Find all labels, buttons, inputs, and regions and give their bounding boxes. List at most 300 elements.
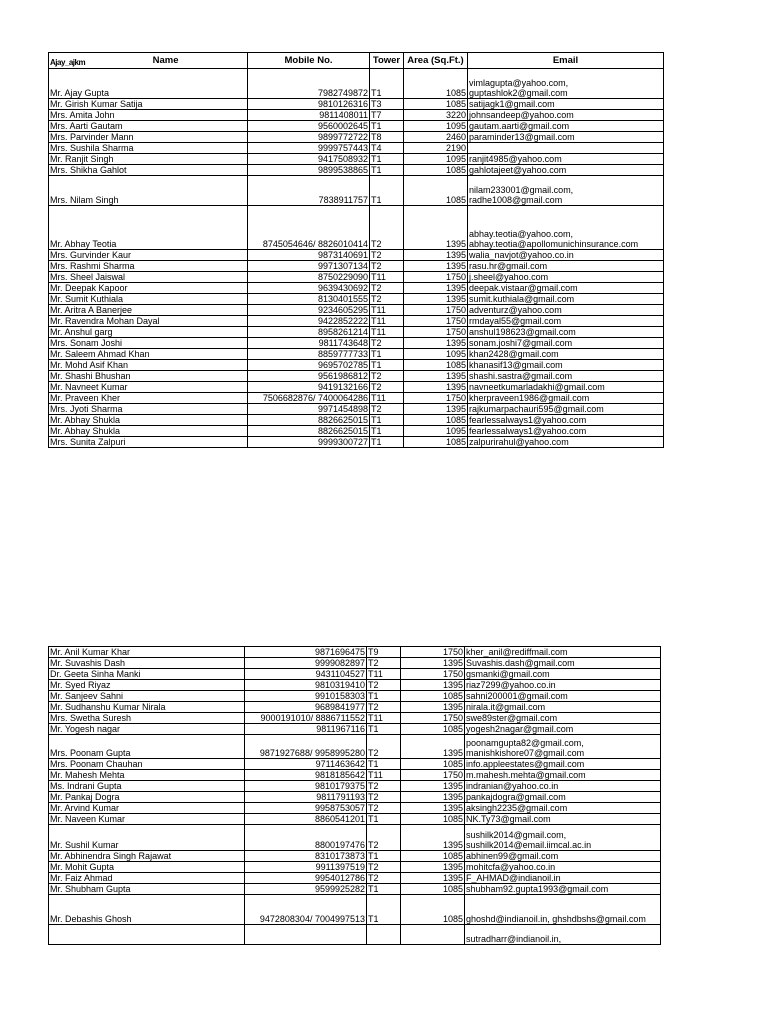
table-row — [49, 250, 664, 261]
cell-area: 1750 — [404, 393, 468, 404]
residents-table-2 — [48, 646, 661, 945]
table-row — [49, 121, 664, 132]
cell-mobile: 9899772722 — [248, 132, 370, 143]
cell-name: Mr. Mohit Gupta — [49, 862, 245, 873]
cell-tower: T2 — [367, 803, 401, 814]
cell-email: poonamgupta82@gmail.com, manishkishore07@gmail.com — [465, 735, 661, 759]
cell-area: 1395 — [401, 702, 465, 713]
residents-table-1 — [48, 52, 664, 448]
cell-tower: T8 — [370, 132, 404, 143]
table-row — [49, 873, 661, 884]
cell-mobile: 9711463642 — [245, 759, 367, 770]
cell-mobile: 8860541201 — [245, 814, 367, 825]
cell-name: Mr. Sushil Kumar — [49, 825, 245, 851]
cell-email: gahlotajeet@yahoo.com — [468, 165, 664, 176]
cell-name: Mr. Abhay Shukla — [49, 415, 248, 426]
cell-name: Mrs. Sushila Sharma — [49, 143, 248, 154]
cell-tower: T2 — [370, 338, 404, 349]
cell-area: 2190 — [404, 143, 468, 154]
column-header-mobile: Mobile No. — [248, 53, 370, 69]
table-row — [49, 415, 664, 426]
cell-mobile: 9999300727 — [248, 437, 370, 448]
cell-mobile: 9695702785 — [248, 360, 370, 371]
cell-email: gsmanki@gmail.com — [465, 669, 661, 680]
table-row — [49, 781, 661, 792]
table-row — [49, 792, 661, 803]
cell-mobile: 9911397519 — [245, 862, 367, 873]
cell-area: 1085 — [404, 176, 468, 206]
cell-email: gautam.aarti@gmail.com — [468, 121, 664, 132]
cell-name: Mr. Ajay Gupta — [49, 69, 248, 99]
cell-tower: T1 — [370, 437, 404, 448]
table-row — [49, 851, 661, 862]
cell-email: F_AHMAD@indianoil.in — [465, 873, 661, 884]
cell-area: 1085 — [401, 851, 465, 862]
cell-email: navneetkumarladakhi@gmail.com — [468, 382, 664, 393]
cell-tower: T11 — [370, 272, 404, 283]
cell-name: Mrs. Sonam Joshi — [49, 338, 248, 349]
cell-area: 1095 — [404, 121, 468, 132]
cell-area: 1395 — [404, 338, 468, 349]
cell-email: yogesh2nagar@gmail.com — [465, 724, 661, 735]
cell-name: Mr. Yogesh nagar — [49, 724, 245, 735]
cell-email: Suvashis.dash@gmail.com — [465, 658, 661, 669]
cell-name: Mr. Arvind Kumar — [49, 803, 245, 814]
cell-email: shashi.sastra@gmail.com — [468, 371, 664, 382]
table-row — [49, 382, 664, 393]
cell-name: Mr. Saleem Ahmad Khan — [49, 349, 248, 360]
cell-email: fearlessalways1@yahoo.com — [468, 415, 664, 426]
cell-email: johnsandeep@yahoo.com — [468, 110, 664, 121]
cell-name: Mrs. Nilam Singh — [49, 176, 248, 206]
table-row — [49, 316, 664, 327]
cell-email: NK.Ty73@gmail.com — [465, 814, 661, 825]
cell-email: deepak.vistaar@gmail.com — [468, 283, 664, 294]
cell-mobile: 9810179375 — [245, 781, 367, 792]
table-row — [49, 206, 664, 250]
cell-area: 1750 — [401, 713, 465, 724]
cell-tower: T1 — [370, 69, 404, 99]
cell-area: 1395 — [401, 792, 465, 803]
table-row — [49, 261, 664, 272]
table-row — [49, 825, 661, 851]
cell-mobile: 8859777733 — [248, 349, 370, 360]
cell-email: anshul198623@gmail.com — [468, 327, 664, 338]
cell-tower: T1 — [367, 814, 401, 825]
table-row — [49, 884, 661, 895]
cell-tower — [367, 925, 401, 945]
table-body-2 — [49, 647, 661, 945]
cell-name: Dr. Geeta Sinha Manki — [49, 669, 245, 680]
cell-area: 1085 — [404, 360, 468, 371]
cell-area: 1750 — [401, 669, 465, 680]
cell-area: 1395 — [401, 825, 465, 851]
cell-tower: T2 — [370, 404, 404, 415]
cell-email: nilam233001@gmail.com, radhe1008@gmail.com — [468, 176, 664, 206]
cell-name: Mrs. Shikha Gahlot — [49, 165, 248, 176]
cell-area: 1085 — [404, 99, 468, 110]
cell-name: Mrs. Poonam Gupta — [49, 735, 245, 759]
table-row — [49, 371, 664, 382]
table-row — [49, 862, 661, 873]
cell-name: Mr. Deepak Kapoor — [49, 283, 248, 294]
cell-name: Mr. Ranjit Singh — [49, 154, 248, 165]
cell-area: 1750 — [401, 647, 465, 658]
cell-tower: T11 — [370, 316, 404, 327]
table-row — [49, 437, 664, 448]
cell-area: 1095 — [404, 426, 468, 437]
table-row — [49, 669, 661, 680]
cell-mobile: 9871696475 — [245, 647, 367, 658]
cell-email: sushilk2014@gmail.com, sushilk2014@email.iimcal.ac.in — [465, 825, 661, 851]
cell-email: nirala.it@gmail.com — [465, 702, 661, 713]
cell-tower: T2 — [367, 825, 401, 851]
cell-mobile: 9899538865 — [248, 165, 370, 176]
cell-tower: T1 — [367, 851, 401, 862]
cell-name: Mr. Sumit Kuthiala — [49, 294, 248, 305]
cell-area: 1395 — [401, 680, 465, 691]
cell-mobile: 8958261214 — [248, 327, 370, 338]
table-header-row — [49, 53, 664, 69]
cell-tower: T2 — [370, 283, 404, 294]
table-row — [49, 770, 661, 781]
table-row — [49, 393, 664, 404]
table-row — [49, 759, 661, 770]
table-row — [49, 305, 664, 316]
cell-area: 1085 — [404, 69, 468, 99]
table-row — [49, 294, 664, 305]
cell-area: 1395 — [401, 658, 465, 669]
table-row — [49, 349, 664, 360]
column-header-email: Email — [468, 53, 664, 69]
cell-email: abhinen99@gmail.com — [465, 851, 661, 862]
cell-area: 1395 — [404, 250, 468, 261]
cell-area: 1750 — [404, 305, 468, 316]
cell-email: aksingh2235@gmail.com — [465, 803, 661, 814]
table-row — [49, 327, 664, 338]
table-row — [49, 360, 664, 371]
cell-tower: T11 — [370, 327, 404, 338]
cell-name: Mrs. Rashmi Sharma — [49, 261, 248, 272]
cell-tower: T3 — [370, 99, 404, 110]
cell-email: rasu.hr@gmail.com — [468, 261, 664, 272]
table-row — [49, 176, 664, 206]
cell-name: Mr. Anshul garg — [49, 327, 248, 338]
cell-tower: T1 — [370, 176, 404, 206]
cell-email: mohitcfa@yahoo.co.in — [465, 862, 661, 873]
column-header-name — [49, 53, 248, 69]
cell-tower: T1 — [367, 724, 401, 735]
table-row — [49, 814, 661, 825]
cell-mobile: 9000191010/ 8886711552 — [245, 713, 367, 724]
cell-mobile: 8130401555 — [248, 294, 370, 305]
cell-email: paraminder13@gmail.com — [468, 132, 664, 143]
cell-email: kherpraveen1986@gmail.com — [468, 393, 664, 404]
cell-mobile: 9910158303 — [245, 691, 367, 702]
cell-name: Mr. Praveen Kher — [49, 393, 248, 404]
cell-email: m.mahesh.mehta@gmail.com — [465, 770, 661, 781]
cell-area: 2460 — [404, 132, 468, 143]
cell-mobile: 9810126316 — [248, 99, 370, 110]
cell-email: shubham92.gupta1993@gmail.com — [465, 884, 661, 895]
table-row — [49, 680, 661, 691]
table-row — [49, 647, 661, 658]
cell-name: Mr. Mahesh Mehta — [49, 770, 245, 781]
cell-email: sumit.kuthiala@gmail.com — [468, 294, 664, 305]
table-body-1 — [49, 69, 664, 448]
cell-area: 1095 — [404, 349, 468, 360]
cell-email: fearlessalways1@yahoo.com — [468, 426, 664, 437]
cell-mobile: 9811408011 — [248, 110, 370, 121]
cell-email: j.sheel@yahoo.com — [468, 272, 664, 283]
cell-tower: T2 — [370, 294, 404, 305]
table-row — [49, 99, 664, 110]
cell-name: Mrs. Amita John — [49, 110, 248, 121]
cell-email: rajkumarpachauri595@gmail.com — [468, 404, 664, 415]
cell-email: swe89ster@gmail.com — [465, 713, 661, 724]
cell-email: zalpurirahul@yahoo.com — [468, 437, 664, 448]
cell-email: ghoshd@indianoil.in, ghshdbshs@gmail.com — [465, 895, 661, 925]
cell-area: 1395 — [404, 404, 468, 415]
cell-name: Mrs. Aarti Gautam — [49, 121, 248, 132]
cell-mobile: 9599925282 — [245, 884, 367, 895]
cell-mobile: 9871927688/ 9958995280 — [245, 735, 367, 759]
cell-mobile: 8826625015 — [248, 415, 370, 426]
cell-tower: T1 — [367, 759, 401, 770]
table-row — [49, 691, 661, 702]
cell-tower: T2 — [370, 250, 404, 261]
cell-area: 1085 — [401, 814, 465, 825]
cell-mobile: 8826625015 — [248, 426, 370, 437]
table-row — [49, 735, 661, 759]
cell-area: 1395 — [401, 873, 465, 884]
cell-tower: T1 — [370, 360, 404, 371]
cell-tower: T2 — [370, 371, 404, 382]
cell-name: Mrs. Poonam Chauhan — [49, 759, 245, 770]
table-row — [49, 272, 664, 283]
cell-area: 1750 — [404, 316, 468, 327]
cell-mobile: 9971454898 — [248, 404, 370, 415]
cell-tower: T1 — [370, 121, 404, 132]
cell-email: khanasif13@gmail.com — [468, 360, 664, 371]
cell-tower: T11 — [367, 669, 401, 680]
cell-tower: T11 — [370, 393, 404, 404]
cell-area: 1085 — [404, 415, 468, 426]
cell-name: Mrs. Sheel Jaiswal — [49, 272, 248, 283]
column-header-area: Area (Sq.Ft.) — [404, 53, 468, 69]
cell-name: Mrs. Gurvinder Kaur — [49, 250, 248, 261]
cell-name: Mr. Girish Kumar Satija — [49, 99, 248, 110]
cell-tower: T2 — [367, 702, 401, 713]
cell-email: indranian@yahoo.co.in — [465, 781, 661, 792]
cell-mobile: 8800197476 — [245, 825, 367, 851]
cell-mobile: 8750229090 — [248, 272, 370, 283]
cell-area: 1395 — [404, 294, 468, 305]
cell-email: kher_anil@rediffmail.com — [465, 647, 661, 658]
cell-email: sonam.joshi7@gmail.com — [468, 338, 664, 349]
cell-tower: T1 — [370, 349, 404, 360]
cell-name: Mr. Abhinendra Singh Rajawat — [49, 851, 245, 862]
cell-area: 1085 — [401, 895, 465, 925]
cell-name: Mrs. Jyoti Sharma — [49, 404, 248, 415]
cell-area: 1085 — [401, 884, 465, 895]
cell-email — [468, 143, 664, 154]
cell-tower: T2 — [367, 792, 401, 803]
cell-email: khan2428@gmail.com — [468, 349, 664, 360]
cell-name: Mrs. Parvinder Mann — [49, 132, 248, 143]
cell-mobile: 9689841977 — [245, 702, 367, 713]
cell-email: satijagk1@gmail.com — [468, 99, 664, 110]
corner-label: Ajay_ajkm — [50, 57, 86, 67]
table-row — [49, 110, 664, 121]
cell-name: Mr. Faiz Ahmad — [49, 873, 245, 884]
cell-name: Mr. Pankaj Dogra — [49, 792, 245, 803]
cell-name: Mr. Naveen Kumar — [49, 814, 245, 825]
cell-area: 1085 — [401, 724, 465, 735]
cell-name: Mr. Shubham Gupta — [49, 884, 245, 895]
cell-area: 1395 — [401, 735, 465, 759]
table-row — [49, 713, 661, 724]
table-row — [49, 895, 661, 925]
cell-tower: T2 — [370, 382, 404, 393]
table-row — [49, 404, 664, 415]
cell-tower: T7 — [370, 110, 404, 121]
cell-email: rmdayal55@gmail.com — [468, 316, 664, 327]
table-row — [49, 803, 661, 814]
table-row — [49, 154, 664, 165]
cell-tower: T2 — [367, 680, 401, 691]
cell-tower: T4 — [370, 143, 404, 154]
cell-name: Mr. Debashis Ghosh — [49, 895, 245, 925]
table-row — [49, 724, 661, 735]
cell-mobile: 9999082897 — [245, 658, 367, 669]
cell-name: Mr. Ravendra Mohan Dayal — [49, 316, 248, 327]
cell-name: Ms. Indrani Gupta — [49, 781, 245, 792]
cell-area: 1085 — [401, 759, 465, 770]
cell-area: 1395 — [401, 803, 465, 814]
cell-area: 1085 — [401, 691, 465, 702]
cell-mobile: 9639430692 — [248, 283, 370, 294]
cell-tower: T1 — [367, 691, 401, 702]
cell-tower: T2 — [367, 873, 401, 884]
cell-tower: T2 — [367, 781, 401, 792]
cell-mobile: 7506682876/ 7400064286 — [248, 393, 370, 404]
cell-email: sutradharr@indianoil.in, — [465, 925, 661, 945]
cell-area: 1085 — [404, 437, 468, 448]
cell-area: 1395 — [404, 371, 468, 382]
cell-email: walia_navjot@yahoo.co.in — [468, 250, 664, 261]
cell-area: 1395 — [401, 781, 465, 792]
cell-area: 1395 — [404, 261, 468, 272]
cell-tower: T1 — [370, 426, 404, 437]
cell-mobile: 9422852222 — [248, 316, 370, 327]
cell-name: Mr. Abhay Shukla — [49, 426, 248, 437]
cell-email: sahni200001@gmail.com — [465, 691, 661, 702]
cell-tower: T2 — [367, 735, 401, 759]
table-row — [49, 143, 664, 154]
column-header-tower: Tower — [370, 53, 404, 69]
cell-area: 3220 — [404, 110, 468, 121]
cell-tower: T2 — [367, 658, 401, 669]
cell-area: 1395 — [404, 283, 468, 294]
cell-mobile: 9417508932 — [248, 154, 370, 165]
cell-name: Mr. Navneet Kumar — [49, 382, 248, 393]
cell-mobile: 9234605295 — [248, 305, 370, 316]
cell-mobile: 9958753057 — [245, 803, 367, 814]
cell-tower: T2 — [370, 206, 404, 250]
cell-area: 1395 — [404, 206, 468, 250]
cell-area: 1750 — [404, 272, 468, 283]
table-row — [49, 69, 664, 99]
cell-mobile: 9971307134 — [248, 261, 370, 272]
cell-area: 1750 — [401, 770, 465, 781]
cell-mobile: 9810319410 — [245, 680, 367, 691]
column-header-name-label: Name — [152, 54, 179, 66]
cell-mobile: 9811967116 — [245, 724, 367, 735]
cell-area — [401, 925, 465, 945]
cell-area: 1085 — [404, 165, 468, 176]
table-row — [49, 925, 661, 945]
cell-mobile: 9419132166 — [248, 382, 370, 393]
cell-mobile: 9431104527 — [245, 669, 367, 680]
cell-mobile: 7982749872 — [248, 69, 370, 99]
cell-name: Mr. Abhay Teotia — [49, 206, 248, 250]
cell-mobile: 9873140691 — [248, 250, 370, 261]
cell-area: 1395 — [401, 862, 465, 873]
cell-tower: T2 — [370, 261, 404, 272]
table-row — [49, 426, 664, 437]
cell-tower: T1 — [367, 895, 401, 925]
table-row — [49, 338, 664, 349]
cell-area: 1095 — [404, 154, 468, 165]
cell-email: adventurz@yahoo.com — [468, 305, 664, 316]
cell-name: Mr. Sanjeev Sahni — [49, 691, 245, 702]
cell-mobile: 9811791193 — [245, 792, 367, 803]
cell-mobile: 8310173873 — [245, 851, 367, 862]
cell-name: Mr. Syed Riyaz — [49, 680, 245, 691]
cell-tower: T1 — [370, 165, 404, 176]
cell-mobile: 7838911757 — [248, 176, 370, 206]
cell-mobile: 9561986812 — [248, 371, 370, 382]
cell-email: pankajdogra@gmail.com — [465, 792, 661, 803]
cell-tower: T11 — [367, 770, 401, 781]
cell-name: Mr. Sudhanshu Kumar Nirala — [49, 702, 245, 713]
cell-name: Mrs. Sunita Zalpuri — [49, 437, 248, 448]
cell-name — [49, 925, 245, 945]
table-row — [49, 702, 661, 713]
cell-tower: T9 — [367, 647, 401, 658]
table-row — [49, 658, 661, 669]
cell-tower: T11 — [367, 713, 401, 724]
cell-email: abhay.teotia@yahoo.com, abhay.teotia@apollomunichinsurance.com — [468, 206, 664, 250]
cell-tower: T2 — [367, 862, 401, 873]
cell-name: Mr. Shashi Bhushan — [49, 371, 248, 382]
cell-name: Mr. Suvashis Dash — [49, 658, 245, 669]
cell-area: 1395 — [404, 382, 468, 393]
cell-name: Mr. Mohd Asif Khan — [49, 360, 248, 371]
cell-mobile: 9954012786 — [245, 873, 367, 884]
cell-email: riaz7299@yahoo.co.in — [465, 680, 661, 691]
cell-area: 1750 — [404, 327, 468, 338]
cell-tower: T11 — [370, 305, 404, 316]
cell-tower: T1 — [370, 415, 404, 426]
cell-mobile: 9999757443 — [248, 143, 370, 154]
cell-name: Mrs. Swetha Suresh — [49, 713, 245, 724]
cell-mobile: 9560002645 — [248, 121, 370, 132]
cell-mobile: 9472808304/ 7004997513 — [245, 895, 367, 925]
cell-mobile: 8745054646/ 8826010414 — [248, 206, 370, 250]
table-row — [49, 165, 664, 176]
